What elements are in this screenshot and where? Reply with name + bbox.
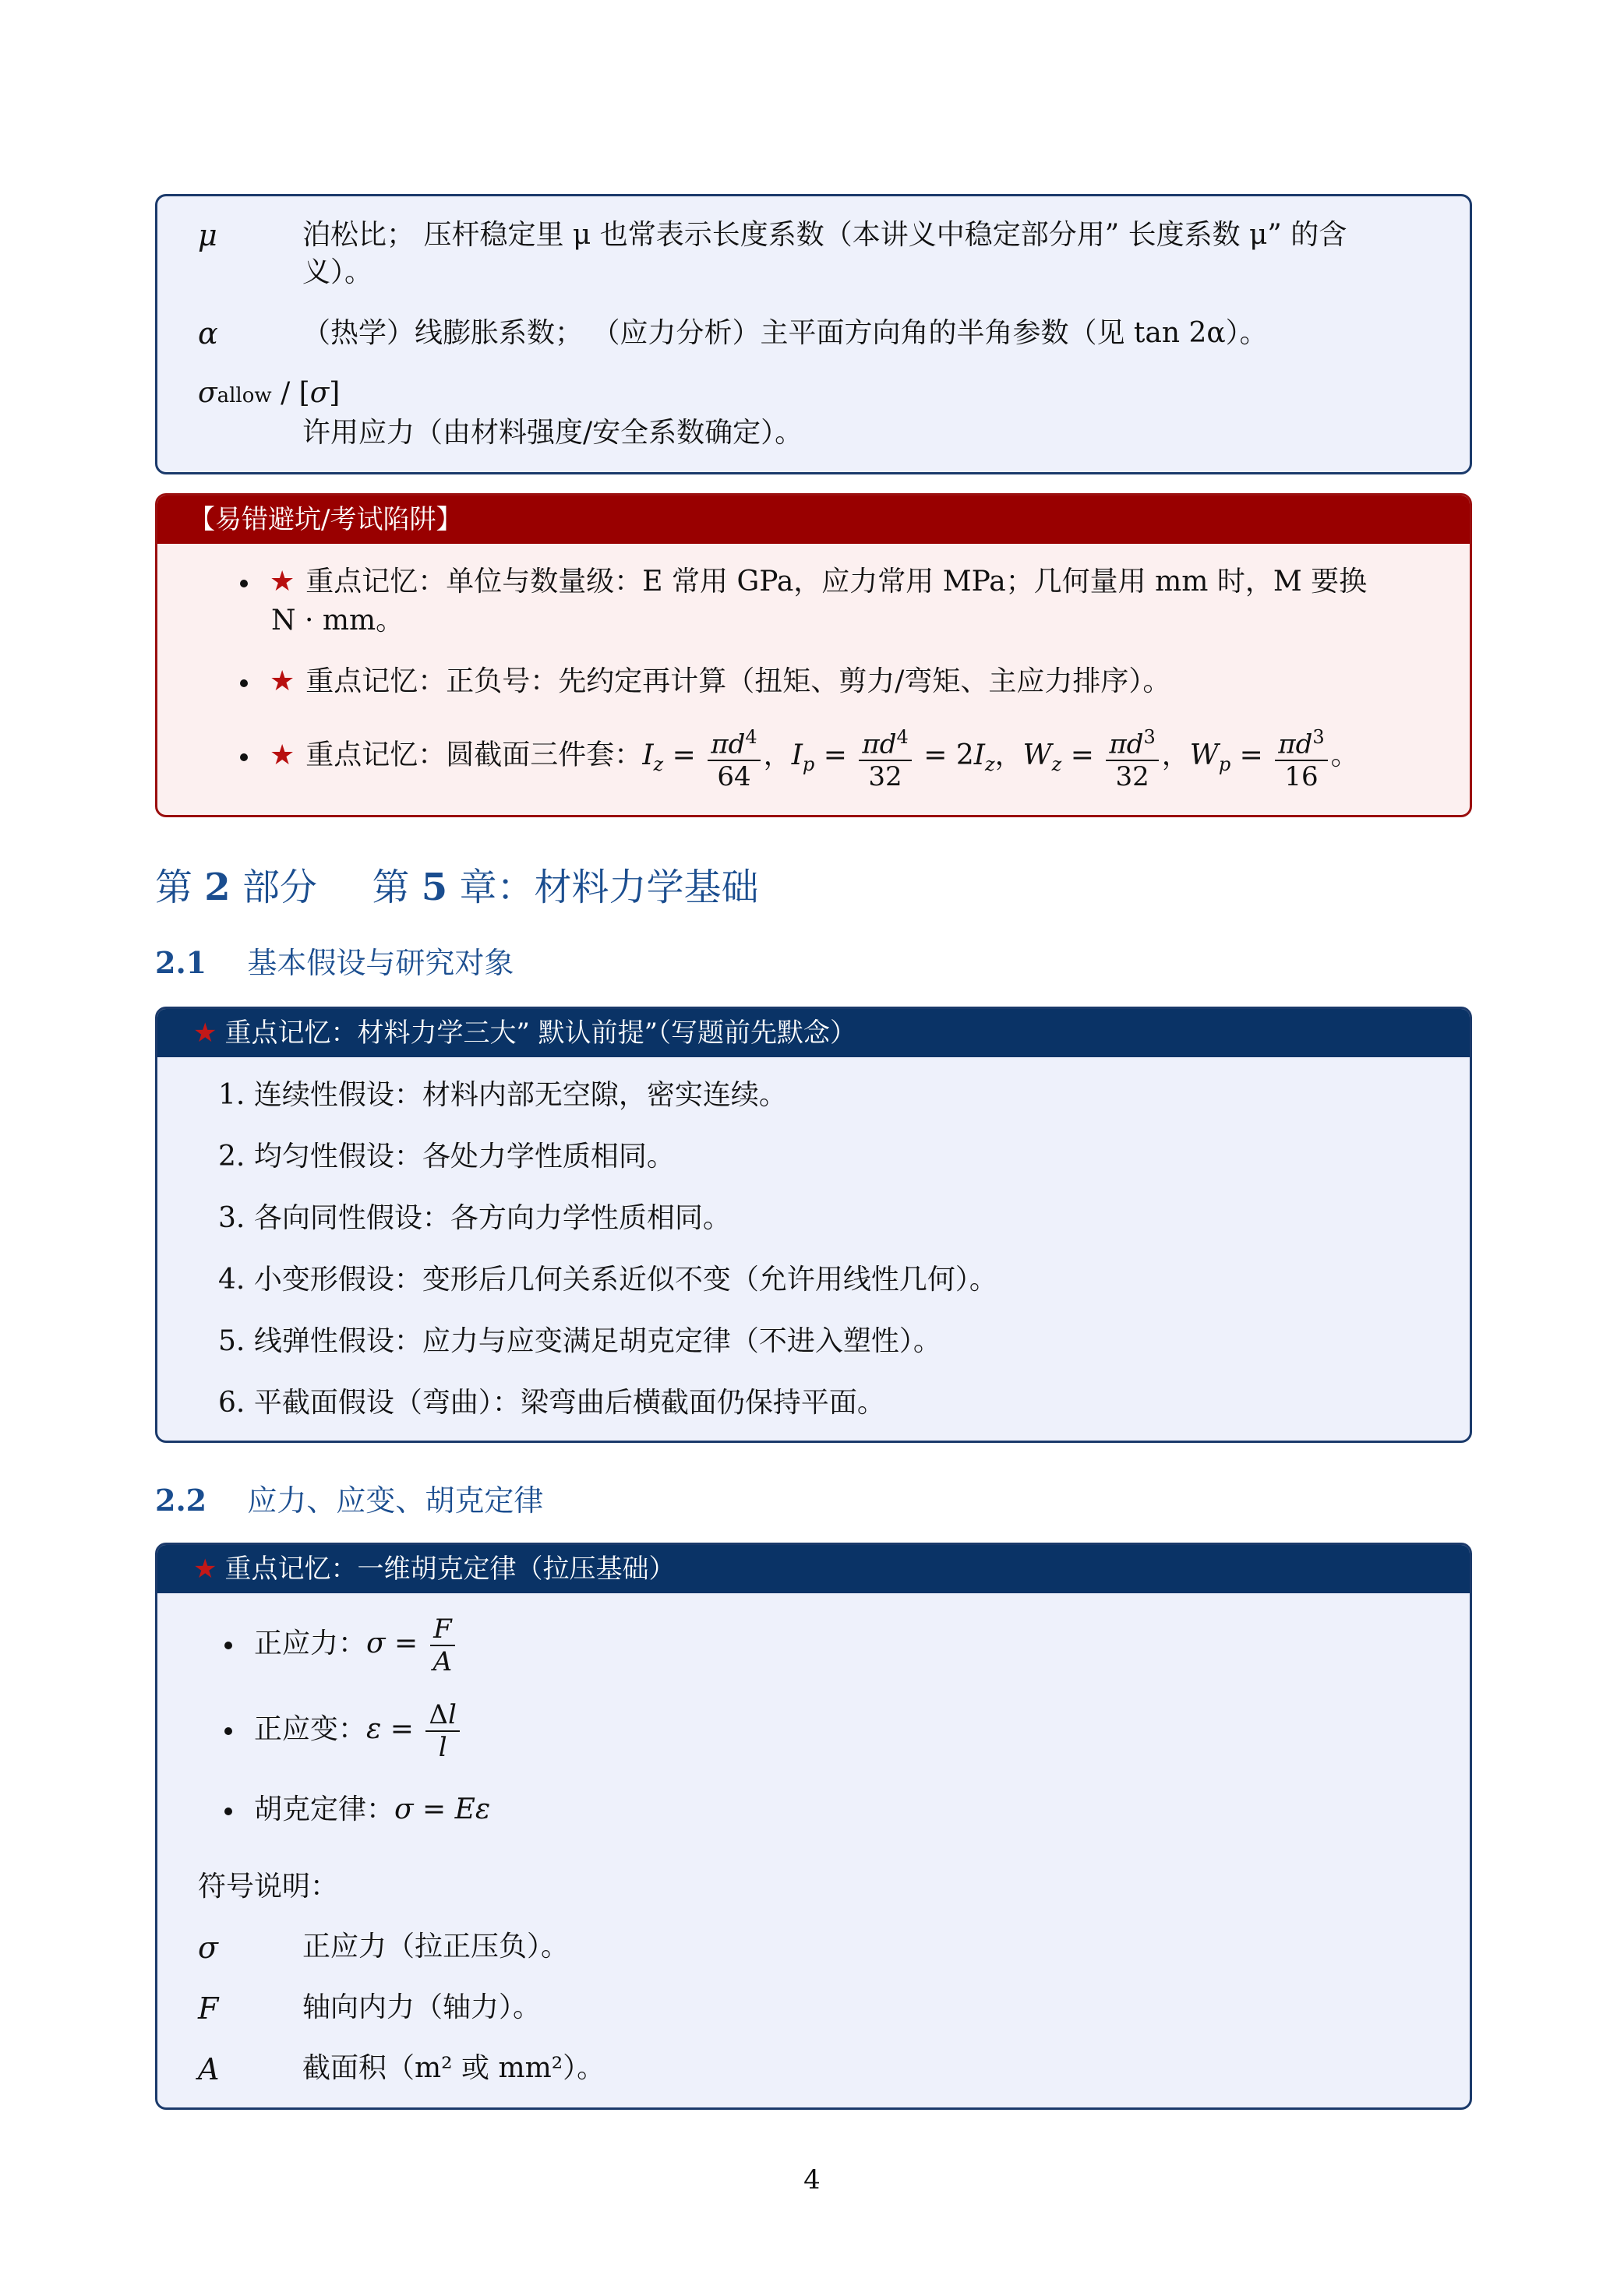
symbol-sigma: σ — [198, 1931, 218, 1965]
chapter-prefix: 第 — [372, 866, 410, 909]
hooke-box-header — [157, 1545, 1470, 1593]
bullet-dot — [224, 1727, 232, 1735]
section-title: 应力、应变、胡克定律 — [247, 1483, 544, 1518]
bullet-dot — [224, 1642, 232, 1649]
bullet-dot — [240, 753, 248, 761]
hooke-item-stress: 正应力：σ = $\frac{F}{A}$ — [224, 1614, 458, 1677]
bullet-dot — [224, 1808, 232, 1815]
assumption-item — [218, 1076, 787, 1115]
item-text: 平截面假设（弯曲）：梁弯曲后横截面仍保持平面。 — [253, 1387, 885, 1419]
item-text: 连续性假设：材料内部无空隙，密实连续。 — [253, 1079, 787, 1111]
item-number: 3. — [218, 1202, 245, 1234]
hooke-box — [155, 1543, 1472, 2110]
item-number: 4. — [218, 1264, 245, 1296]
pitfall-item-1 — [240, 563, 1367, 601]
star-icon: ★ — [193, 1018, 217, 1049]
part-label: 部分 — [242, 866, 317, 909]
item-number: 5. — [218, 1325, 245, 1357]
pitfall-item-1-lead: 重点记忆： — [305, 566, 447, 598]
symbol-sigma-desc: 正应力（拉正压负）。 — [302, 1931, 570, 1963]
part-heading — [155, 857, 758, 911]
symbols-box — [155, 194, 1472, 474]
symbol-mu-desc — [302, 217, 1440, 291]
hooke-item-label: 正应力： — [254, 1628, 367, 1659]
assumption-item — [218, 1322, 941, 1361]
pitfall-item-3-text: 圆截面三件套： — [446, 739, 643, 771]
item-text: 线弹性假设：应力与应变满足胡克定律（不进入塑性）。 — [253, 1325, 941, 1357]
item-text: 小变形假设：变形后几何关系近似不变（允许用线性几何）。 — [253, 1264, 997, 1296]
section-title: 基本假设与研究对象 — [247, 946, 514, 980]
part-prefix: 第 — [155, 866, 193, 909]
assumption-item — [218, 1199, 731, 1238]
assumption-item — [218, 1137, 675, 1176]
assumption-item — [218, 1261, 997, 1300]
chapter-number: 5 — [421, 866, 448, 909]
symbol-sigma-allow-desc: 许用应力（由材料强度/安全系数确定）。 — [302, 417, 803, 449]
symbol-mu-line2: 义）。 — [302, 256, 373, 288]
bullet-dot — [240, 679, 248, 687]
item-text: 均匀性假设：各处力学性质相同。 — [253, 1141, 675, 1173]
hooke-item-label: 胡克定律： — [254, 1793, 395, 1825]
symbol-F-desc: 轴向内力（轴力）。 — [302, 1991, 542, 2023]
symbol-mu-line1: 泊松比； 压杆稳定里 μ 也常表示长度系数（本讲义中稳定部分用” 长度系数 μ” 的含 — [302, 219, 1347, 251]
item-number: 1. — [218, 1079, 245, 1111]
pitfall-item-2 — [240, 662, 1170, 701]
section-2-2-heading — [155, 1476, 543, 1519]
assumptions-box-header — [157, 1009, 1470, 1057]
symbol-F: F — [198, 1991, 219, 2026]
assumption-item — [218, 1384, 885, 1423]
symbol-alpha: α — [198, 316, 218, 351]
pitfall-box — [155, 493, 1472, 817]
part-number: 2 — [204, 866, 231, 909]
symbol-mu: μ — [198, 218, 217, 252]
pitfall-item-2-text: 正负号：先约定再计算（扭矩、剪力/弯矩、主应力排序）。 — [446, 665, 1171, 697]
chapter-title: 章：材料力学基础 — [459, 866, 759, 909]
symbol-alpha-desc: （热学）线膨胀系数； （应力分析）主平面方向角的半角参数（见 tan 2α）。 — [302, 317, 1268, 349]
hooke-item-strain: 正应变：ε = $\frac{\Delta l}{l}$ — [224, 1699, 463, 1763]
hooke-item-law: 胡克定律：σ = Eε — [224, 1790, 490, 1829]
pitfall-item-1-cont: N · mm。 — [271, 605, 404, 637]
item-number: 2. — [218, 1141, 245, 1173]
circle-section-formulas: $I_z$ = $\frac{\pi d^4}{64}$ ，$I_p$ = $\frac{\pi d^4}{32}$ = $2I_z$，$W_z$ = $\frac{\pi d^3}{32}$ ，$W_p$ = $\frac{\pi d^3}{16}$ 。 — [642, 739, 1358, 771]
page-number: 4 — [803, 2164, 821, 2195]
pitfall-box-title: 【易错避坑/考试陷阱】 — [157, 496, 1470, 544]
hooke-box-title: 重点记忆：一维胡克定律（拉压基础） — [224, 1554, 676, 1585]
hooke-item-label: 正应变： — [254, 1713, 367, 1745]
star-icon: ★ — [270, 665, 295, 697]
star-icon: ★ — [270, 739, 295, 771]
symbol-sigma-allow: σallow / [σ] — [198, 377, 341, 409]
pitfall-item-1-text: 单位与数量级：E 常用 GPa，应力常用 MPa；几何量用 mm 时，M 要换 — [446, 566, 1368, 598]
bullet-dot — [240, 580, 248, 587]
assumptions-box-title: 重点记忆：材料力学三大” 默认前提”（写题前先默念） — [224, 1018, 857, 1049]
star-icon: ★ — [270, 566, 295, 598]
section-2-1-heading — [155, 939, 514, 982]
item-text: 各向同性假设：各方向力学性质相同。 — [253, 1202, 731, 1234]
symbol-A-desc: 截面积（m² 或 mm²）。 — [302, 2052, 605, 2084]
symbol-A: A — [198, 2052, 220, 2086]
symbols-explanation-title: 符号说明： — [198, 1871, 339, 1903]
section-number: 2.2 — [155, 1483, 207, 1518]
pitfall-item-3-lead: 重点记忆： — [305, 739, 447, 771]
pitfall-item-3 — [240, 721, 1359, 792]
section-number: 2.1 — [155, 945, 207, 980]
pitfall-item-2-lead: 重点记忆： — [305, 665, 447, 697]
assumptions-box — [155, 1007, 1472, 1443]
item-number: 6. — [218, 1387, 245, 1419]
star-icon: ★ — [193, 1554, 217, 1585]
